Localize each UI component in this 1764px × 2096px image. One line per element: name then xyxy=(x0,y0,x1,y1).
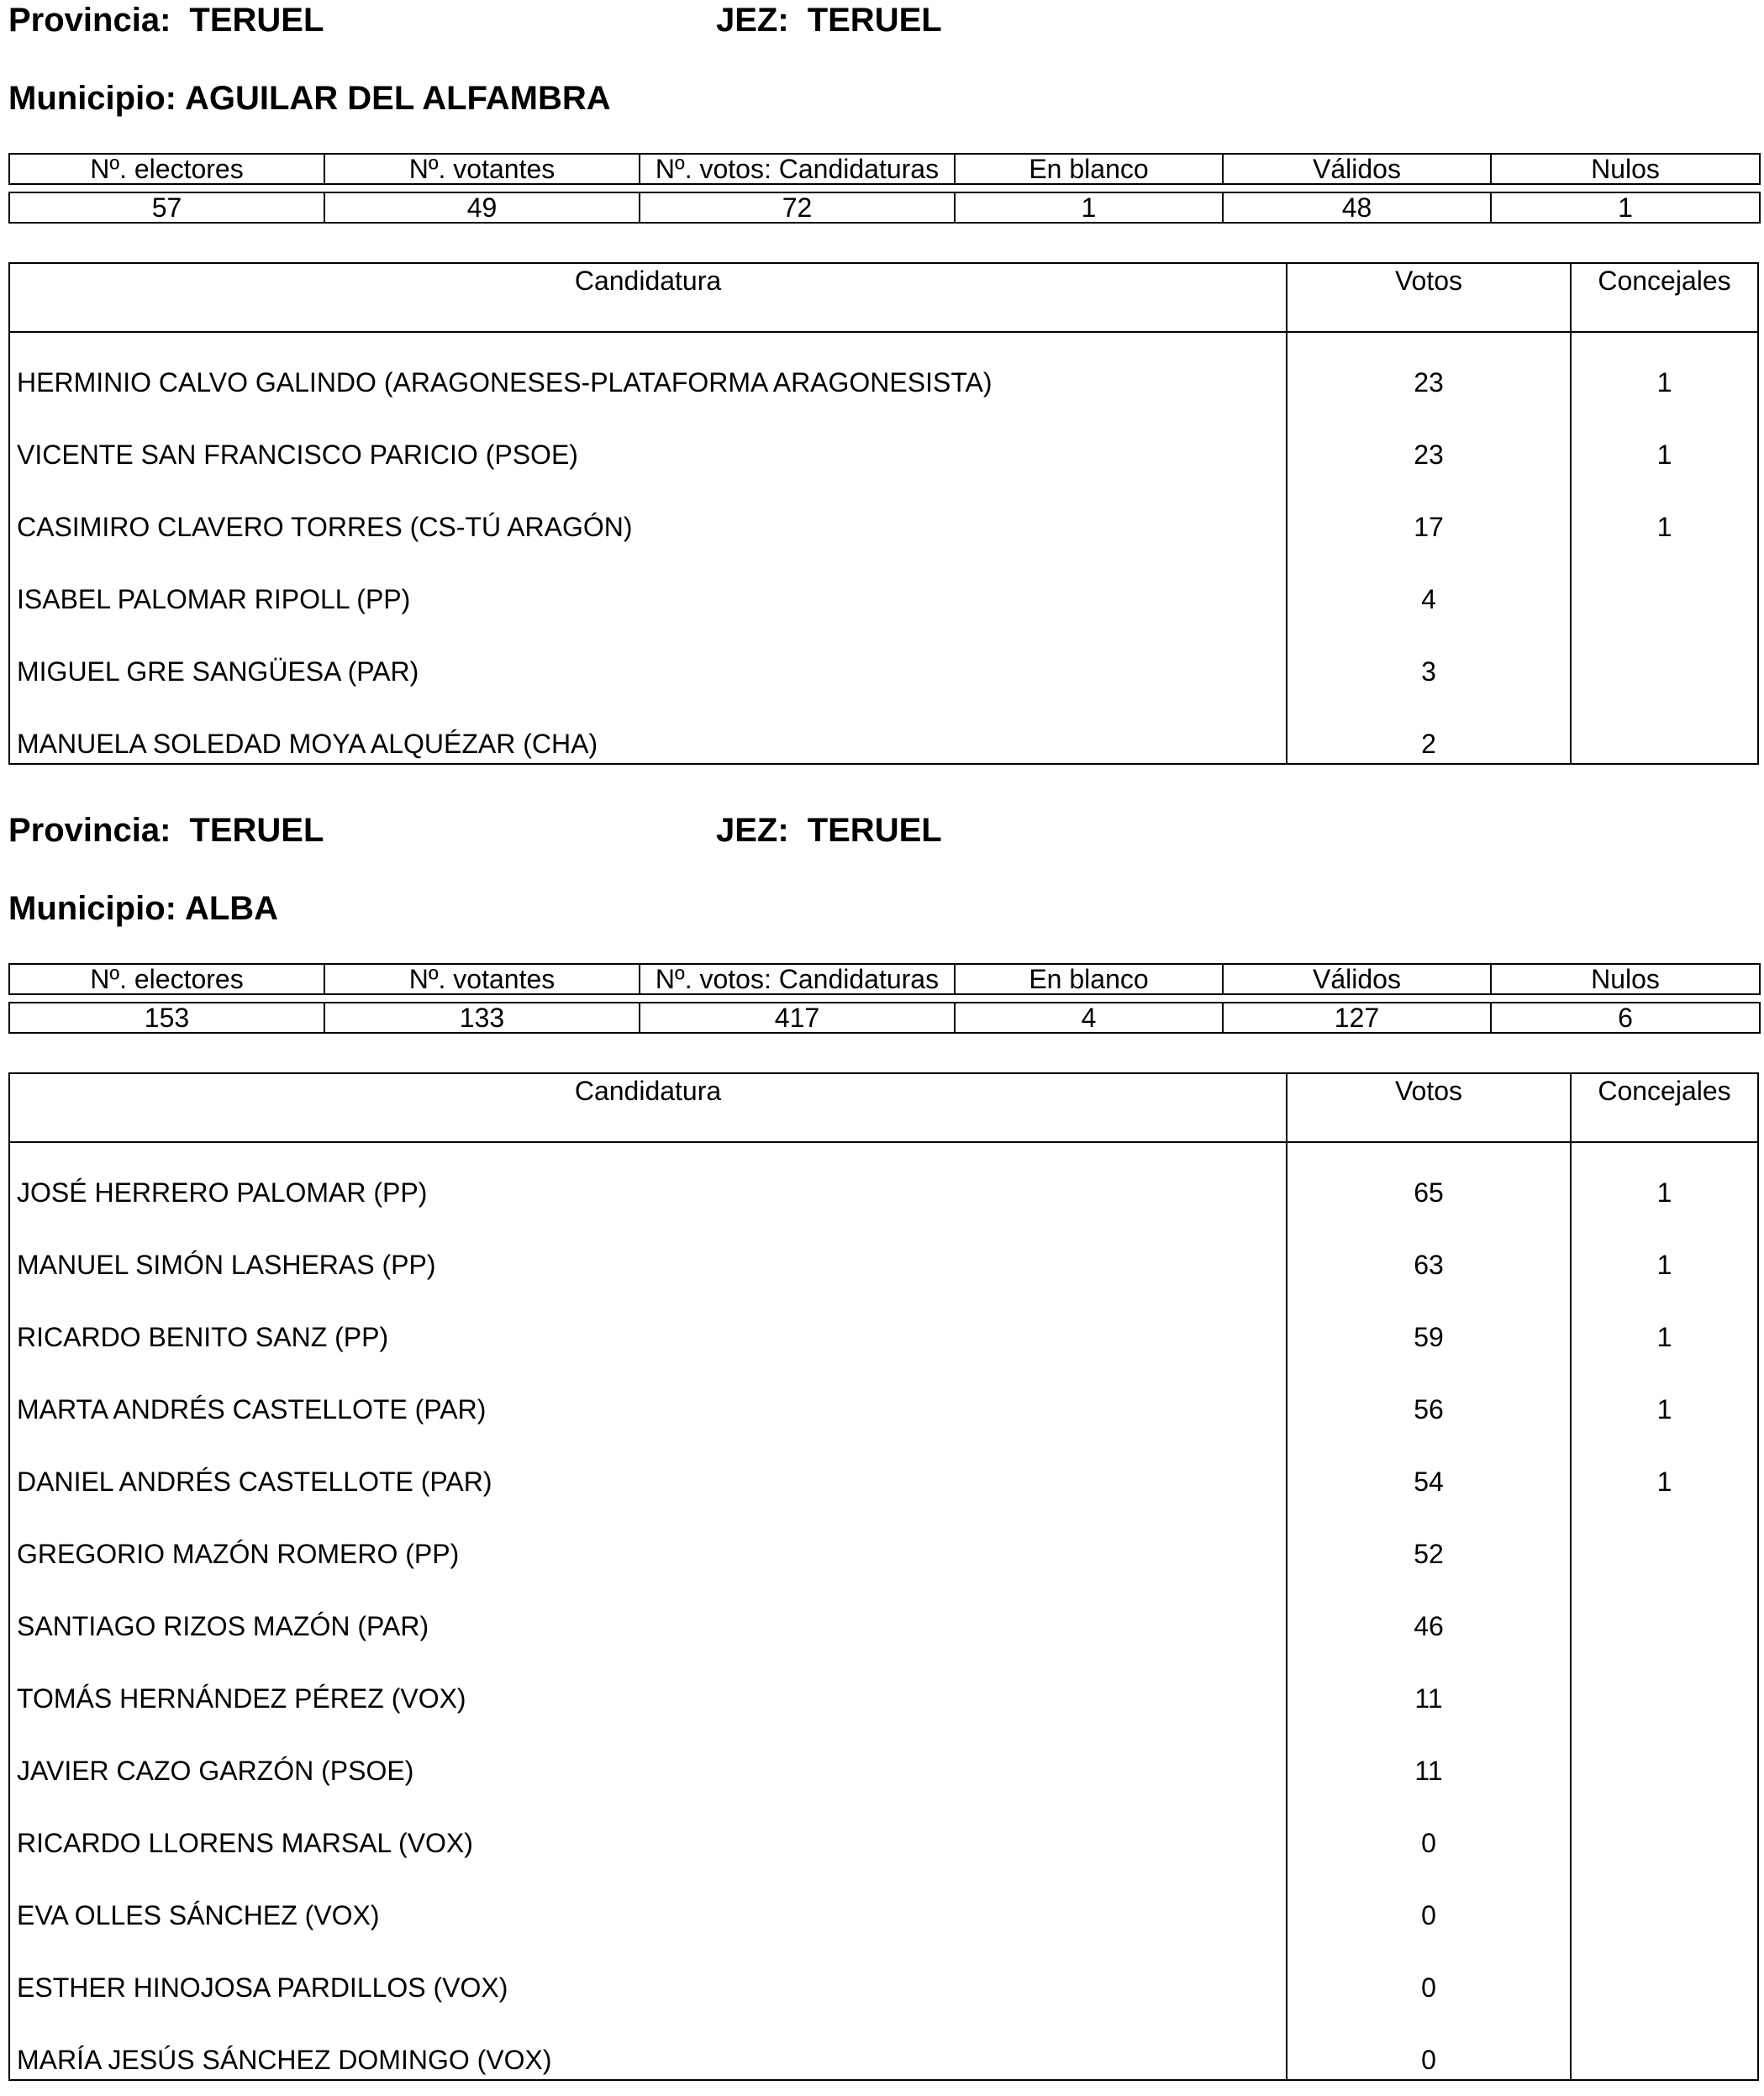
candidate-votes: 0 xyxy=(1421,2045,1436,2075)
candidate-concejales xyxy=(1572,563,1757,635)
candidates-table xyxy=(8,1072,1759,2081)
summary-value-row xyxy=(9,1003,1760,1033)
candidate-votes: 2 xyxy=(1421,729,1436,759)
candidate-votes: 54 xyxy=(1414,1467,1444,1497)
municipio-heading xyxy=(8,889,278,928)
candidate-name: RICARDO LLORENS MARSAL (VOX) xyxy=(17,1828,473,1858)
nulos-value: 1 xyxy=(1491,192,1760,223)
provincia-value: TERUEL xyxy=(189,812,324,849)
candidate-name: ISABEL PALOMAR RIPOLL (PP) xyxy=(17,584,411,614)
candidate-name: DANIEL ANDRÉS CASTELLOTE (PAR) xyxy=(17,1467,492,1497)
candidate-concejales: 1 xyxy=(1656,512,1672,542)
candidate-concejales xyxy=(1572,1518,1757,1590)
candidate-votes: 23 xyxy=(1414,440,1444,470)
candidate-votes: 46 xyxy=(1414,1611,1444,1641)
summary-header-row xyxy=(9,154,1760,184)
validos-value: 127 xyxy=(1223,1003,1491,1033)
candidate-names-column xyxy=(10,1143,1287,2079)
candidate-name: MARÍA JESÚS SÁNCHEZ DOMINGO (VOX) xyxy=(17,2045,552,2075)
candidate-name: HERMINIO CALVO GALINDO (ARAGONESES-PLATAFORMA ARAGONESISTA) xyxy=(17,367,993,398)
candidate-name: TOMÁS HERNÁNDEZ PÉREZ (VOX) xyxy=(17,1683,466,1714)
electores-value: 57 xyxy=(9,192,324,223)
nulos-value: 6 xyxy=(1491,1003,1760,1033)
candidate-votes: 3 xyxy=(1421,656,1436,687)
candidate-votes: 56 xyxy=(1414,1394,1444,1425)
jez-heading xyxy=(716,1,942,39)
candidate-name: SANTIAGO RIZOS MAZÓN (PAR) xyxy=(17,1611,429,1641)
en-blanco-value: 4 xyxy=(955,1003,1223,1033)
votos-header: Votos xyxy=(1287,264,1572,331)
candidate-concejales: 1 xyxy=(1656,1250,1672,1280)
candidate-concejales xyxy=(1572,708,1757,780)
candidate-votes: 0 xyxy=(1421,1828,1436,1858)
candidate-concejales xyxy=(1572,1879,1757,1951)
candidate-name: CASIMIRO CLAVERO TORRES (CS-TÚ ARAGÓN) xyxy=(17,512,633,542)
electores-header: Nº. electores xyxy=(9,964,324,994)
provincia-label: Provincia: xyxy=(8,812,171,849)
concejales-header: Concejales xyxy=(1598,266,1731,296)
summary-value-row xyxy=(9,192,1760,223)
votos-candidaturas-value: 72 xyxy=(640,192,955,223)
candidate-votes: 4 xyxy=(1421,584,1436,614)
candidate-concejales: 1 xyxy=(1656,367,1672,398)
candidate-concejales xyxy=(1572,1807,1757,1879)
candidate-concejales: 1 xyxy=(1656,1322,1672,1352)
concejales-header: Concejales xyxy=(1598,1076,1731,1106)
candidate-votes-column xyxy=(1287,1143,1572,2079)
provincia-heading xyxy=(8,811,324,850)
candidate-votes: 59 xyxy=(1414,1322,1444,1352)
nulos-header: Nulos xyxy=(1491,964,1760,994)
jez-value: TERUEL xyxy=(807,812,942,849)
jez-label: JEZ: xyxy=(716,2,789,39)
candidate-concejales xyxy=(1572,1662,1757,1735)
candidate-concejales: 1 xyxy=(1656,1394,1672,1425)
municipio-heading xyxy=(8,79,611,118)
municipio-value: ALBA xyxy=(184,890,279,927)
candidate-votes: 63 xyxy=(1414,1250,1444,1280)
nulos-header: Nulos xyxy=(1491,154,1760,184)
candidate-concejales xyxy=(1572,2024,1757,2096)
candidate-name: JAVIER CAZO GARZÓN (PSOE) xyxy=(17,1756,414,1786)
candidate-votes: 11 xyxy=(1414,1756,1443,1786)
jez-label: JEZ: xyxy=(716,812,789,849)
candidates-table xyxy=(8,262,1759,765)
summary-table xyxy=(8,963,1761,1034)
candidate-name: MANUELA SOLEDAD MOYA ALQUÉZAR (CHA) xyxy=(17,729,598,759)
candidate-votes: 52 xyxy=(1414,1539,1444,1569)
candidate-votes: 0 xyxy=(1421,1900,1436,1930)
provincia-heading xyxy=(8,1,324,39)
votantes-header: Nº. votantes xyxy=(324,964,640,994)
candidatura-header: Candidatura xyxy=(10,1074,1287,1141)
candidate-name: JOSÉ HERRERO PALOMAR (PP) xyxy=(17,1177,428,1208)
candidatura-header: Candidatura xyxy=(10,264,1287,331)
candidate-concejales xyxy=(1572,1590,1757,1662)
votos-candidaturas-header: Nº. votos: Candidaturas xyxy=(640,964,955,994)
candidate-votes: 11 xyxy=(1414,1683,1443,1714)
validos-value: 48 xyxy=(1223,192,1491,223)
candidate-name: GREGORIO MAZÓN ROMERO (PP) xyxy=(17,1539,460,1569)
candidate-votes: 23 xyxy=(1414,367,1444,398)
candidate-name: MARTA ANDRÉS CASTELLOTE (PAR) xyxy=(17,1394,487,1425)
candidate-votes: 65 xyxy=(1414,1177,1444,1208)
candidate-names-column xyxy=(10,333,1287,763)
jez-value: TERUEL xyxy=(807,2,942,39)
candidate-concejales-column xyxy=(1572,333,1757,763)
en-blanco-header: En blanco xyxy=(955,964,1223,994)
candidates-header-row xyxy=(10,264,1757,333)
municipio-value: AGUILAR DEL ALFAMBRA xyxy=(184,80,611,117)
candidate-concejales xyxy=(1572,1735,1757,1807)
en-blanco-header: En blanco xyxy=(955,154,1223,184)
votantes-value: 133 xyxy=(324,1003,640,1033)
candidate-votes-column xyxy=(1287,333,1572,763)
provincia-value: TERUEL xyxy=(189,2,324,39)
provincia-label: Provincia: xyxy=(8,2,171,39)
candidate-votes: 0 xyxy=(1421,1972,1436,2003)
jez-heading xyxy=(716,811,942,850)
candidate-name: MANUEL SIMÓN LASHERAS (PP) xyxy=(17,1250,436,1280)
candidates-header-row xyxy=(10,1074,1757,1143)
summary-header-row xyxy=(9,964,1760,994)
candidate-concejales xyxy=(1572,1951,1757,2024)
en-blanco-value: 1 xyxy=(955,192,1223,223)
votos-candidaturas-value: 417 xyxy=(640,1003,955,1033)
municipio-label: Municipio: xyxy=(8,890,176,927)
candidate-concejales: 1 xyxy=(1656,440,1672,470)
candidate-concejales: 1 xyxy=(1656,1467,1672,1497)
validos-header: Válidos xyxy=(1223,964,1491,994)
candidate-name: VICENTE SAN FRANCISCO PARICIO (PSOE) xyxy=(17,440,578,470)
candidate-concejales xyxy=(1572,635,1757,708)
electores-value: 153 xyxy=(9,1003,324,1033)
municipio-label: Municipio: xyxy=(8,80,176,117)
candidate-concejales-column xyxy=(1572,1143,1757,2079)
votantes-value: 49 xyxy=(324,192,640,223)
electores-header: Nº. electores xyxy=(9,154,324,184)
candidate-votes: 17 xyxy=(1414,512,1444,542)
candidate-concejales: 1 xyxy=(1656,1177,1672,1208)
validos-header: Válidos xyxy=(1223,154,1491,184)
candidate-name: RICARDO BENITO SANZ (PP) xyxy=(17,1322,389,1352)
votos-candidaturas-header: Nº. votos: Candidaturas xyxy=(640,154,955,184)
candidate-name: MIGUEL GRE SANGÜESA (PAR) xyxy=(17,656,419,687)
candidate-name: ESTHER HINOJOSA PARDILLOS (VOX) xyxy=(17,1972,508,2003)
summary-table xyxy=(8,153,1761,224)
candidate-name: EVA OLLES SÁNCHEZ (VOX) xyxy=(17,1900,380,1930)
votos-header: Votos xyxy=(1287,1074,1572,1141)
votantes-header: Nº. votantes xyxy=(324,154,640,184)
